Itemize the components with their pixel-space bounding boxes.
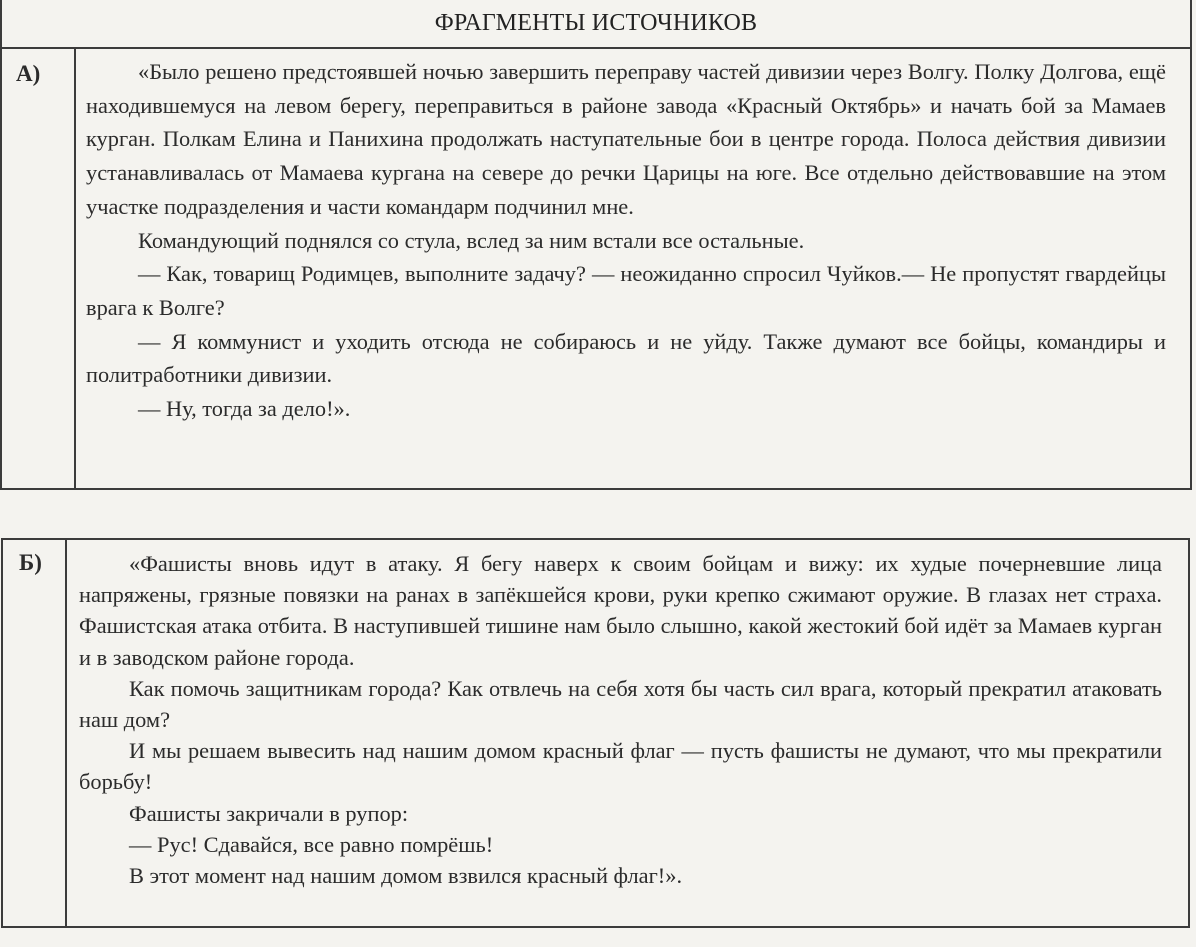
fragment-a-text: [76, 47, 1190, 488]
fragment-a-paragraph: Командующий поднялся со стула, вслед за ним встали все остальные.: [138, 227, 805, 253]
fragment-b-paragraph: «Фашисты вновь идут в атаку. Я бегу наверх к своим бойцам и вижу: их худые почерневшие лица напряжены, грязные повязки на ранах в запёкшейся крови, руки крепко сжимают оружие. В глазах нет страха. Фашистская атака отбита. В наступившей тишине нам было слышно, какой жестокий бой идёт за Мамаев курган и в заводском районе города.: [79, 551, 1162, 670]
fragment-b-paragraph: И мы решаем вывесить над нашим домом красный флаг — пусть фашисты не думают, что мы прекратили борьбу!: [79, 738, 1162, 795]
fragment-a-paragraph: — Я коммунист и уходить отсюда не собираюсь и не уйду. Также думают все бойцы, командиры и политработники дивизии.: [86, 328, 1166, 388]
table-title: [2, 0, 1190, 49]
fragment-b-text: [67, 540, 1188, 926]
fragment-a-paragraph: «Было решено предстоявшей ночью завершить переправу частей дивизии через Волгу. Полку Долгова, ещё находившемуся на левом берегу, переправиться в районе завода «Красный Октябрь» и начать бой за Мамаев курган. Полкам Елина и Панихина продолжать наступательные бои в центре города. Полоса действия дивизии устанавливалась от Мамаева кургана на севере до речки Царицы на юге. Все отдельно действовавшие на этом участке подразделения и части командарм подчинил мне.: [86, 59, 1166, 219]
fragment-b-label: Б): [3, 540, 67, 926]
fragment-a-paragraph: — Как, товарищ Родимцев, выполните задачу? — неожиданно спросил Чуйков.— Не пропустят гвардейцы врага к Волге?: [86, 261, 1166, 320]
fragment-b-paragraph: Фашисты закричали в рупор:: [129, 800, 409, 826]
sources-table-b: [1, 538, 1190, 928]
fragment-b-paragraph: В этот момент над нашим домом взвился красный флаг!».: [129, 863, 683, 889]
fragment-a-label: А): [2, 47, 76, 488]
fragment-a-row: [2, 47, 1190, 488]
fragment-b-paragraph: — Рус! Сдавайся, все равно помрёшь!: [129, 831, 494, 857]
fragment-a-paragraph: — Ну, тогда за дело!».: [138, 396, 351, 422]
fragment-b-paragraph: Как помочь защитникам города? Как отвлечь на себя хотя бы часть сил врага, который прекратил атаковать наш дом?: [79, 675, 1162, 733]
table-title-text: ФРАГМЕНТЫ ИСТОЧНИКОВ: [434, 10, 758, 36]
